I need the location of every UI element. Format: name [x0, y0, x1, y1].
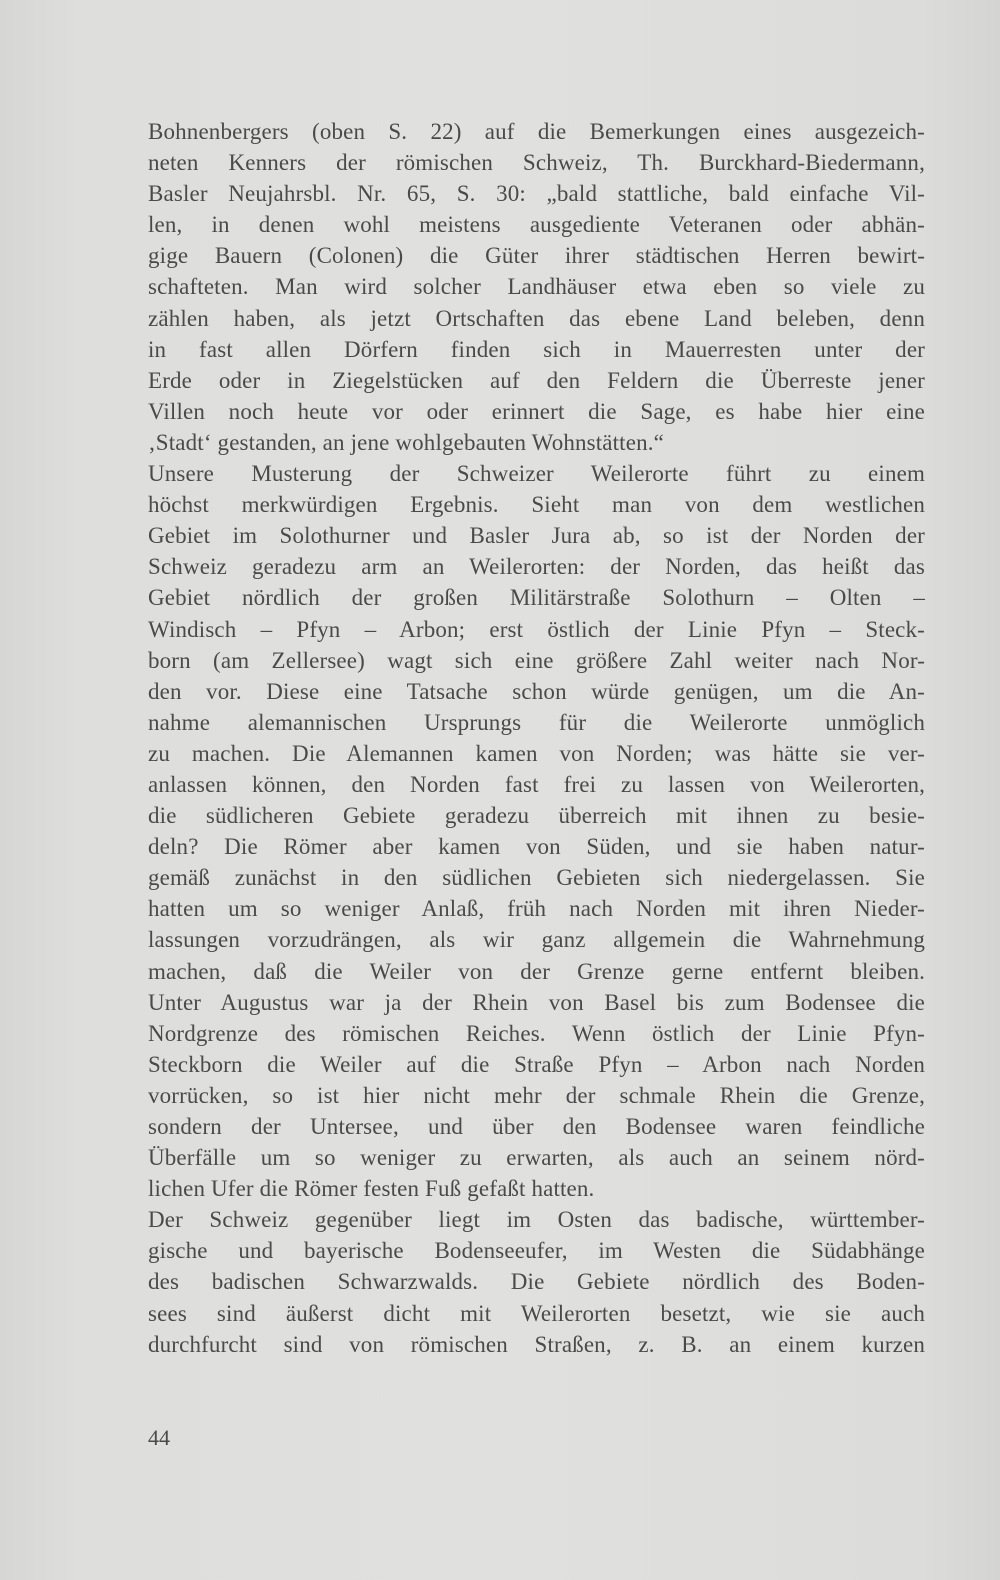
text-line: Überfälle um so weniger zu erwarten, als auch an seinem nörd-: [148, 1145, 925, 1171]
paragraph-3: [148, 1204, 925, 1359]
text-line: gemäß zunächst in den südlichen Gebieten sich niedergelassen. Sie: [148, 865, 925, 891]
text-line: vorrücken, so ist hier nicht mehr der schmale Rhein die Grenze,: [148, 1082, 925, 1108]
text-line: anlassen können, den Norden fast frei zu lassen von Weilerorten,: [148, 771, 925, 797]
text-line: sondern der Untersee, und über den Bodensee waren feindliche: [148, 1114, 925, 1139]
text-line: den vor. Diese eine Tatsache schon würde genügen, um die An-: [148, 678, 925, 704]
text-line: die südlicheren Gebiete geradezu überreich mit ihnen zu besie-: [148, 803, 925, 829]
text-line: Basler Neujahrsbl. Nr. 65, S. 30: „bald stattliche, bald einfache Vil-: [148, 181, 925, 207]
text-line: in fast allen Dörfern finden sich in Mauerresten unter der: [148, 336, 925, 362]
text-line: lichen Ufer die Römer festen Fuß gefaßt hatten.: [148, 1176, 595, 1202]
text-line: Der Schweiz gegenüber liegt im Osten das badische, württember-: [148, 1207, 925, 1233]
page-number: 44: [148, 1425, 170, 1450]
text-line: zählen haben, als jetzt Ortschaften das ebene Land beleben, denn: [148, 305, 925, 331]
text-line: durchfurcht sind von römischen Straßen, z. B. an einem kurzen: [148, 1331, 925, 1357]
text-line: gige Bauern (Colonen) die Güter ihrer städtischen Herren bewirt-: [148, 243, 925, 269]
text-line: schafteten. Man wird solcher Landhäuser etwa eben so viele zu: [148, 274, 925, 300]
text-line: Windisch – Pfyn – Arbon; erst östlich der Linie Pfyn – Steck-: [148, 616, 925, 642]
text-line: born (am Zellersee) wagt sich eine größere Zahl weiter nach Nor-: [148, 647, 925, 673]
paragraph-1: [148, 116, 925, 458]
text-line: gische und bayerische Bodenseeufer, im Westen die Südabhänge: [148, 1238, 925, 1264]
text-line: len, in denen wohl meistens ausgediente Veteranen oder abhän-: [148, 212, 925, 238]
text-line: Unsere Musterung der Schweizer Weilerorte führt zu einem: [148, 461, 925, 487]
text-line: Gebiet nördlich der großen Militärstraße Solothurn – Olten –: [148, 585, 925, 611]
text-line: Bohnenbergers (oben S. 22) auf die Bemerkungen eines ausgezeich-: [148, 119, 925, 144]
text-line: neten Kenners der römischen Schweiz, Th. Burckhard-Biedermann,: [148, 150, 925, 176]
text-line: sees sind äußerst dicht mit Weilerorten besetzt, wie sie auch: [148, 1300, 925, 1326]
body-text: [148, 116, 925, 1360]
text-line: Gebiet im Solothurner und Basler Jura ab, so ist der Norden der: [148, 523, 925, 549]
text-line: zu machen. Die Alemannen kamen von Norden; was hätte sie ver-: [148, 740, 925, 766]
text-line: hatten um so weniger Anlaß, früh nach Norden mit ihren Nieder-: [148, 896, 925, 922]
text-line: deln? Die Römer aber kamen von Süden, und sie haben natur-: [148, 834, 925, 860]
text-line: nahme alemannischen Ursprungs für die Weilerorte unmöglich: [148, 709, 925, 735]
paragraph-2: [148, 458, 925, 1204]
text-line: Erde oder in Ziegelstücken auf den Feldern die Überreste jener: [148, 367, 925, 393]
text-line: machen, daß die Weiler von der Grenze gerne entfernt bleiben.: [148, 958, 925, 984]
text-line: Nordgrenze des römischen Reiches. Wenn östlich der Linie Pfyn-: [148, 1020, 925, 1046]
text-line: des badischen Schwarzwalds. Die Gebiete nördlich des Boden-: [148, 1269, 925, 1295]
text-line: lassungen vorzudrängen, als wir ganz allgemein die Wahrnehmung: [148, 927, 925, 953]
text-line: Unter Augustus war ja der Rhein von Basel bis zum Bodensee die: [148, 989, 925, 1015]
text-line: Steckborn die Weiler auf die Straße Pfyn – Arbon nach Norden: [148, 1051, 925, 1077]
text-line: höchst merkwürdigen Ergebnis. Sieht man von dem westlichen: [148, 492, 925, 518]
text-line: Schweiz geradezu arm an Weilerorten: der Norden, das heißt das: [148, 554, 925, 580]
text-line: ‚Stadt‘ gestanden, an jene wohlgebauten Wohnstätten.“: [148, 429, 664, 455]
text-line: Villen noch heute vor oder erinnert die Sage, es habe hier eine: [148, 398, 925, 424]
